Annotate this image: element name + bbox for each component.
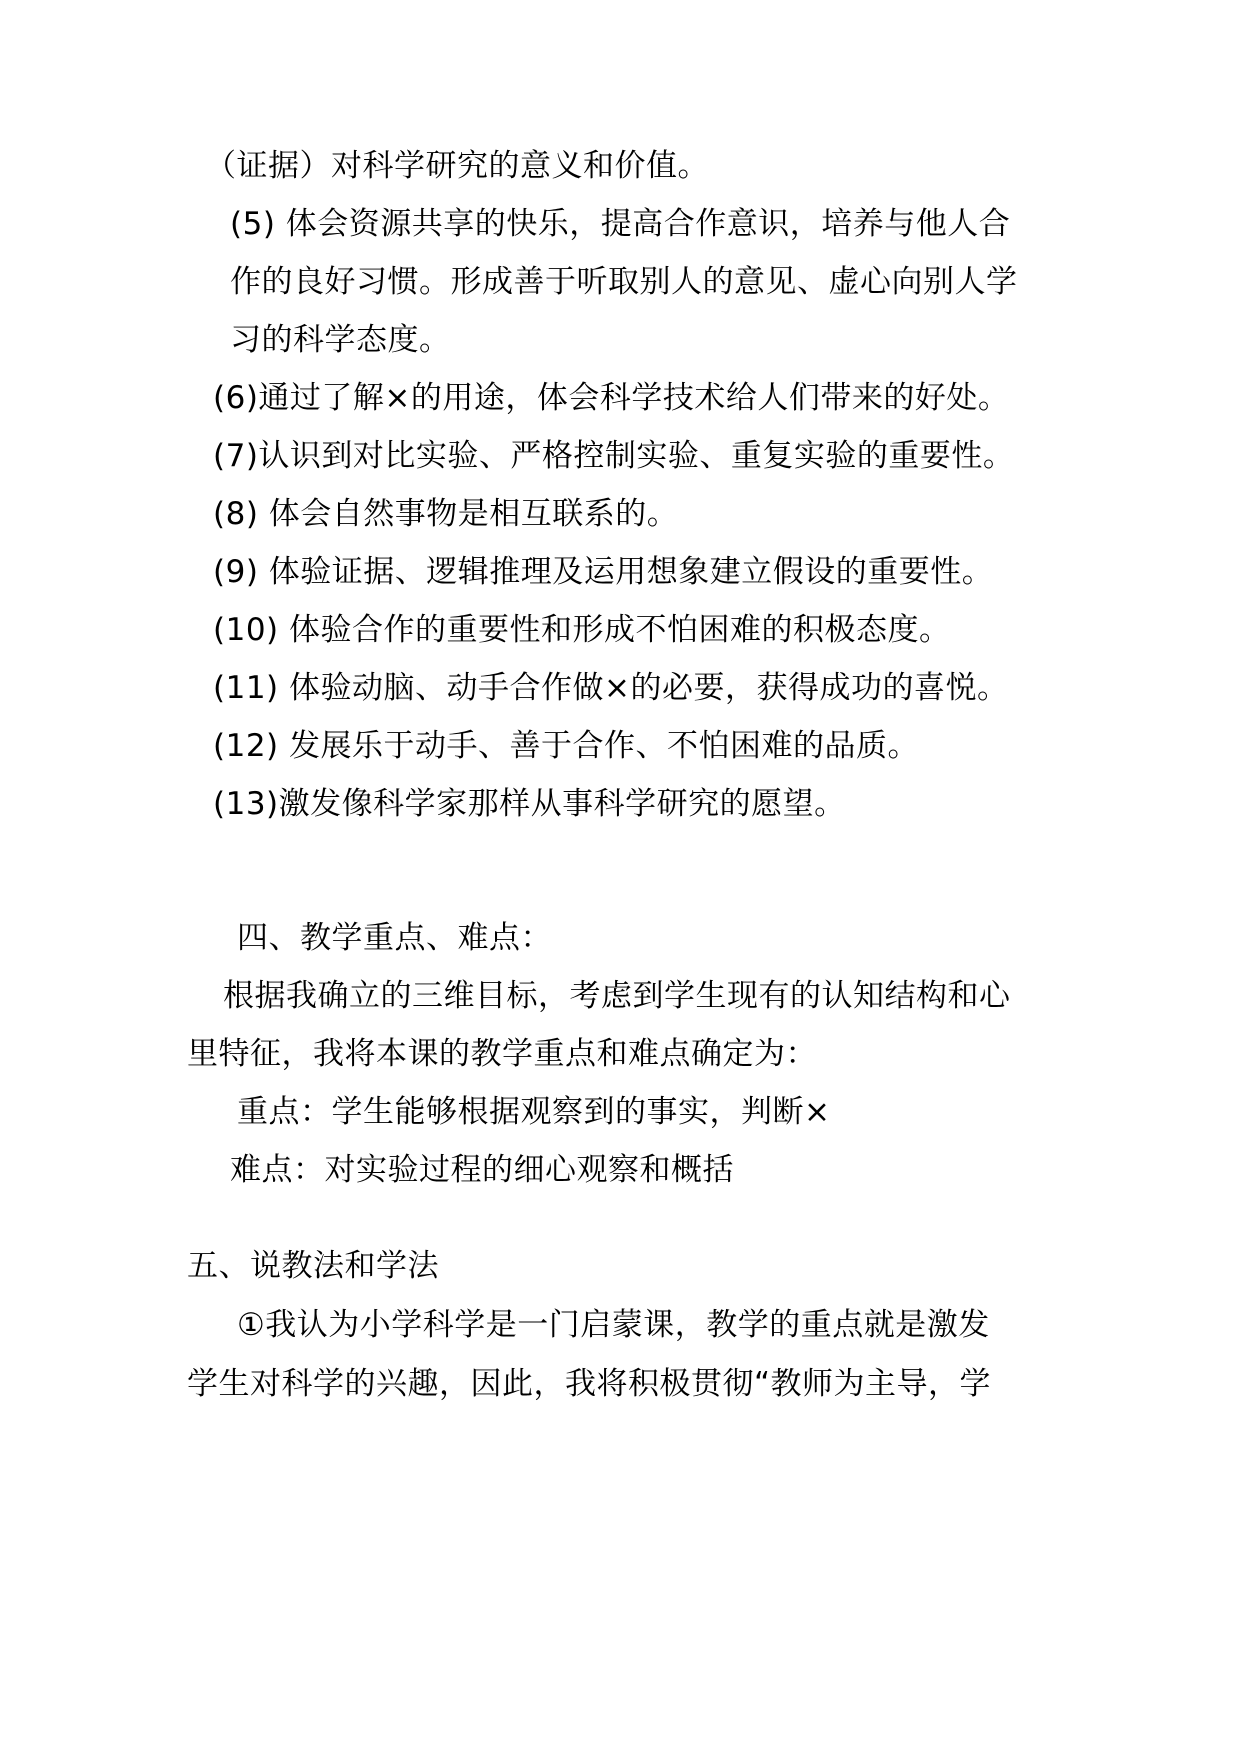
section-5-heading: 五、说教法和学法 bbox=[187, 1248, 439, 1284]
objective-5-line-2: 作的良好习惯。形成善于听取别人的意见、虚心向别人学 bbox=[230, 264, 1018, 300]
section-4-heading: 四、教学重点、难点： bbox=[237, 920, 552, 956]
section-5-paragraph-1-line-1: ①我认为小学科学是一门启蒙课，教学的重点就是激发 bbox=[237, 1307, 990, 1343]
section-4-key-point: 重点：学生能够根据观察到的事实，判断× bbox=[237, 1094, 831, 1130]
section-4-difficulty: 难点：对实验过程的细心观察和概括 bbox=[230, 1152, 734, 1188]
objective-12: (12) 发展乐于动手、善于合作、不怕困难的品质。 bbox=[213, 728, 919, 764]
section-4-intro-line-1: 根据我确立的三维目标，考虑到学生现有的认知结构和心 bbox=[223, 978, 1011, 1014]
objective-4-tail: （证据）对科学研究的意义和价值。 bbox=[205, 148, 709, 184]
objective-6: (6)通过了解×的用途，体会科学技术给人们带来的好处。 bbox=[213, 380, 1010, 416]
objective-11: (11) 体验动脑、动手合作做×的必要，获得成功的喜悦。 bbox=[213, 670, 1009, 706]
objective-8: (8) 体会自然事物是相互联系的。 bbox=[213, 496, 679, 532]
objective-5-line-3: 习的科学态度。 bbox=[230, 322, 451, 358]
objective-9: (9) 体验证据、逻辑推理及运用想象建立假设的重要性。 bbox=[213, 554, 994, 590]
objective-13: (13)激发像科学家那样从事科学研究的愿望。 bbox=[213, 786, 846, 822]
section-4-intro-line-2: 里特征，我将本课的教学重点和难点确定为： bbox=[187, 1036, 817, 1072]
objective-7: (7)认识到对比实验、严格控制实验、重复实验的重要性。 bbox=[213, 438, 1015, 474]
objective-5-line-1: (5) 体会资源共享的快乐，提高合作意识，培养与他人合 bbox=[230, 206, 1011, 242]
section-5-paragraph-1-line-2: 学生对科学的兴趣，因此，我将积极贯彻“教师为主导，学 bbox=[187, 1366, 992, 1402]
objective-10: (10) 体验合作的重要性和形成不怕困难的积极态度。 bbox=[213, 612, 951, 648]
